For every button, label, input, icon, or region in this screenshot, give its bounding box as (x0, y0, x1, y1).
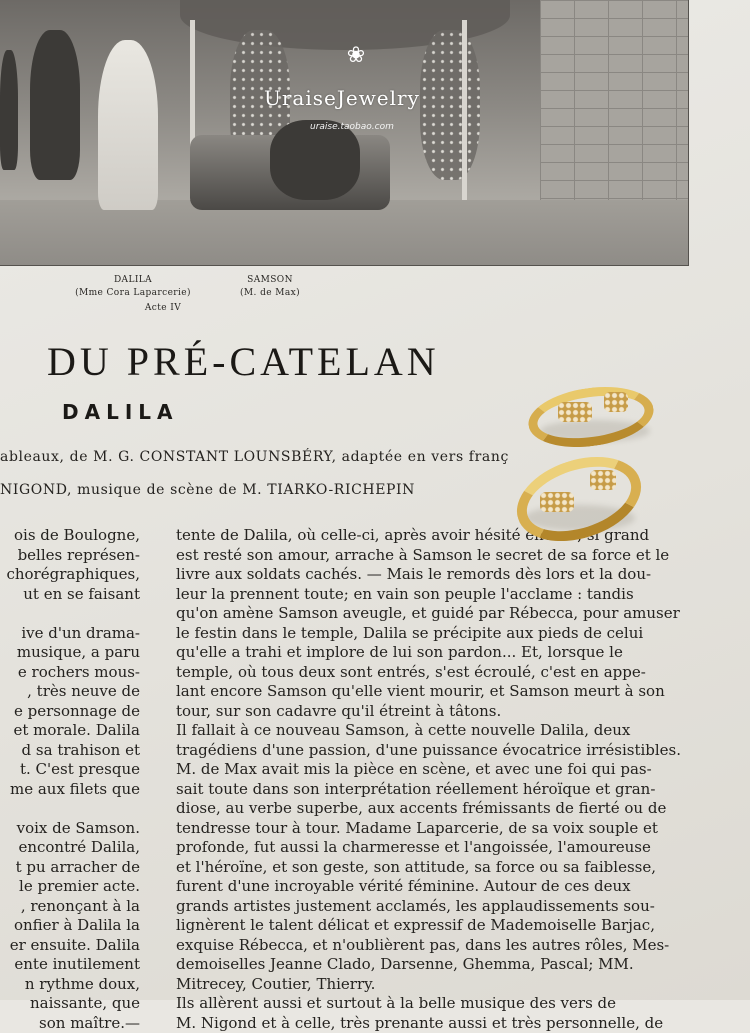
text-line: er ensuite. Dalila (0, 936, 140, 956)
text-line: demoiselles Jeanne Clado, Darsenne, Ghemma, Pascal; MM. (176, 955, 706, 975)
text-line: Ils allèrent aussi et surtout à la belle musique des vers de (176, 994, 706, 1014)
text-line: grands artistes justement acclamés, les applaudissements sou- (176, 897, 706, 917)
right-text-column (176, 526, 706, 1033)
text-line: profonde, fut aussi la charmeresse et l'angoissée, l'amoureuse (176, 838, 706, 858)
text-line: t pu arracher de (0, 858, 140, 878)
caption-role: DALILA (58, 274, 208, 287)
text-line: exquise Rébecca, et n'oublièrent pas, dans les autres rôles, Mes- (176, 936, 706, 956)
text-line: le premier acte. (0, 877, 140, 897)
text-line: tendresse tour à tour. Madame Laparcerie, de sa voix souple et (176, 819, 706, 839)
text-line: voix de Samson. (0, 819, 140, 839)
text-line: M. Nigond et à celle, très prenante aussi et très personnelle, de (176, 1014, 706, 1033)
text-line: , renonçant à la (0, 897, 140, 917)
text-line: qu'elle a trahi et implore de lui son pardon... Et, lorsque le (176, 643, 706, 663)
text-line: tour, sur son cadavre qu'il étreint à tâtons. (176, 702, 706, 722)
text-line: M. de Max avait mis la pièce en scène, et avec une foi qui pas- (176, 760, 706, 780)
text-line: belles représen- (0, 546, 140, 566)
text-line: onfier à Dalila la (0, 916, 140, 936)
text-line: ive d'un drama- (0, 624, 140, 644)
samson-figure (30, 30, 80, 180)
text-line: d sa trahison et (0, 741, 140, 761)
text-line: ois de Boulogne, (0, 526, 140, 546)
left-text-column (0, 526, 140, 1033)
text-line: livre aux soldats cachés. — Mais le remords dès lors et la dou- (176, 565, 706, 585)
text-line: n rythme doux, (0, 975, 140, 995)
ring-stones (558, 402, 592, 422)
text-line: est resté son amour, arrache à Samson le secret de sa force et le (176, 546, 706, 566)
caption-samson (225, 274, 315, 300)
stage-photograph (0, 0, 689, 266)
page-subtitle: DALILA (62, 400, 179, 424)
text-line: furent d'une incroyable vérité féminine. Autour de ces deux (176, 877, 706, 897)
text-line: e rochers mous- (0, 663, 140, 683)
text-line: son maître.— (0, 1014, 140, 1033)
caption-actor: (M. de Max) (225, 287, 315, 300)
text-line: tragédiens d'une passion, d'une puissance évocatrice irrésistibles. (176, 741, 706, 761)
text-line: me aux filets que (0, 780, 140, 800)
text-line: musique, a paru (0, 643, 140, 663)
text-line (0, 604, 140, 624)
ring-stones (604, 392, 628, 412)
stone-wall (540, 0, 688, 200)
watermark-brand: UraiseJewelry (264, 86, 464, 110)
text-line: le festin dans le temple, Dalila se précipite aux pieds de celui (176, 624, 706, 644)
text-line: diose, au verbe superbe, aux accents frémissants de fierté ou de (176, 799, 706, 819)
caption-act: Acte IV (118, 302, 208, 315)
dalila-figure (98, 40, 158, 210)
background-figure (0, 50, 18, 170)
text-line: temple, où tous deux sont entrés, s'est écroulé, c'est en appe- (176, 663, 706, 683)
caption-dalila (58, 274, 208, 300)
text-line: tente de Dalila, où celle-ci, après avoir hésité encore, si grand (176, 526, 706, 546)
text-line: ut en se faisant (0, 585, 140, 605)
text-line: qu'on amène Samson aveugle, et guidé par Rébecca, pour amuser (176, 604, 706, 624)
rose-icon: ❀ (343, 43, 369, 69)
text-line: t. C'est presque (0, 760, 140, 780)
caption-role: SAMSON (225, 274, 315, 287)
text-line: Mitrecey, Coutier, Thierry. (176, 975, 706, 995)
text-line: lant encore Samson qu'elle vient mourir, et Samson meurt à son (176, 682, 706, 702)
text-line: et morale. Dalila (0, 721, 140, 741)
text-line: Il fallait à ce nouveau Samson, à cette nouvelle Dalila, deux (176, 721, 706, 741)
text-line (0, 799, 140, 819)
text-line: e personnage de (0, 702, 140, 722)
text-line: leur la prennent toute; en vain son peuple l'acclame : tandis (176, 585, 706, 605)
text-line: naissante, que (0, 994, 140, 1014)
text-line: ente inutilement (0, 955, 140, 975)
tent-pole-right (462, 20, 467, 205)
text-line: encontré Dalila, (0, 838, 140, 858)
text-line: et l'héroïne, et son geste, son attitude, sa force ou sa faiblesse, (176, 858, 706, 878)
watermark-url: uraise.taobao.com (310, 122, 394, 132)
credit-line-1: ableaux, de M. G. CONSTANT LOUNSBÉRY, adaptée en vers franç (0, 449, 509, 465)
text-line: sait toute dans son interprétation réellement héroïque et gran- (176, 780, 706, 800)
credit-line-2: NIGOND, musique de scène de M. TIARKO-RICHEPIN (0, 482, 415, 498)
caption-actor: (Mme Cora Laparcerie) (58, 287, 208, 300)
ring-stones (540, 492, 574, 512)
ring-stones (590, 470, 616, 490)
text-line: , très neuve de (0, 682, 140, 702)
page-title: DU PRÉ-CATELAN (47, 338, 440, 385)
text-line: lignèrent le talent délicat et expressif de Mademoiselle Barjac, (176, 916, 706, 936)
text-line: chorégraphiques, (0, 565, 140, 585)
reclining-figure (270, 120, 360, 200)
